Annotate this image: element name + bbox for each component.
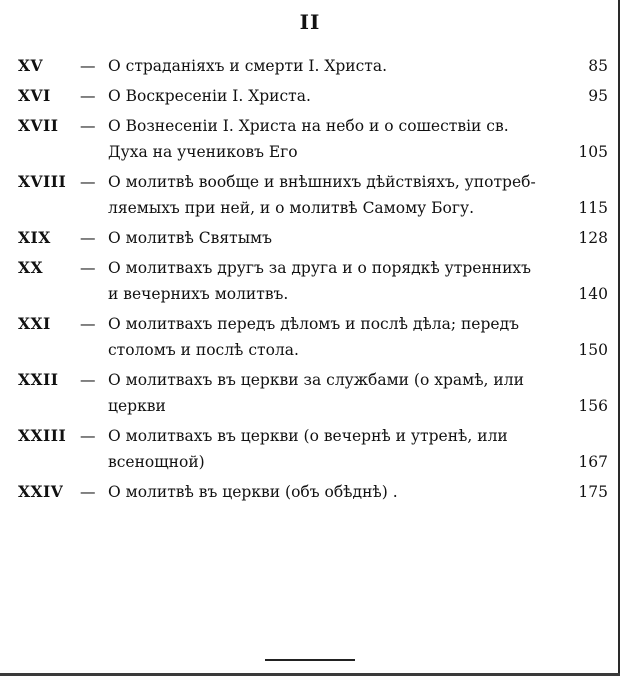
toc-entry [0, 169, 620, 221]
chapter-number: XXIV [18, 482, 64, 501]
toc-entry [0, 311, 620, 363]
page-reference: 150 [578, 341, 608, 359]
chapter-number: XVI [18, 86, 51, 105]
entry-dash: — [80, 229, 96, 247]
toc-line [0, 281, 620, 307]
toc-line [0, 53, 620, 79]
entry-dash: — [80, 259, 96, 277]
entry-dash: — [80, 173, 96, 191]
entry-dash: — [80, 315, 96, 333]
page-reference: 105 [578, 143, 608, 161]
chapter-title: О молитвахъ передъ дѣломъ и послѣ дѣла; передъ [108, 315, 519, 333]
toc-entry [0, 479, 620, 505]
toc-line [0, 367, 620, 393]
toc-entry [0, 225, 620, 251]
page-reference: 175 [578, 483, 608, 501]
chapter-title: О молитвѣ вообще и внѣшнихъ дѣйствіяхъ, употреб- [108, 173, 536, 191]
chapter-title: О молитвахъ въ церкви (о вечернѣ и утренѣ, или [108, 427, 508, 445]
table-of-contents [0, 53, 620, 509]
toc-line [0, 393, 620, 419]
toc-line [0, 255, 620, 281]
closing-rule [265, 659, 355, 661]
chapter-number: XX [18, 258, 44, 277]
toc-line [0, 139, 620, 165]
chapter-title: и вечернихъ молитвъ. [108, 285, 289, 303]
page-reference: 140 [578, 285, 608, 303]
entry-dash: — [80, 483, 96, 501]
toc-entry [0, 113, 620, 165]
entry-dash: — [80, 371, 96, 389]
page-reference: 85 [588, 57, 608, 75]
chapter-title: О молитвѣ Святымъ [108, 229, 272, 247]
chapter-number: XVIII [18, 172, 67, 191]
chapter-number: XVII [18, 116, 59, 135]
toc-entry [0, 423, 620, 475]
chapter-number: XXI [18, 314, 51, 333]
toc-entry [0, 83, 620, 109]
chapter-number: XXIII [18, 426, 67, 445]
chapter-title: столомъ и послѣ стола. [108, 341, 299, 359]
toc-entry [0, 255, 620, 307]
chapter-number: XXII [18, 370, 59, 389]
chapter-title: О Воскресеніи І. Христа. [108, 87, 311, 105]
toc-line [0, 83, 620, 109]
chapter-title: О молитвѣ въ церкви (объ обѣднѣ) . [108, 483, 398, 501]
toc-entry [0, 53, 620, 79]
entry-dash: — [80, 427, 96, 445]
page-reference: 167 [578, 453, 608, 471]
entry-dash: — [80, 117, 96, 135]
chapter-title: О Вознесеніи І. Христа на небо и о сошествіи св. [108, 117, 509, 135]
toc-line [0, 225, 620, 251]
toc-line [0, 479, 620, 505]
chapter-title: О страданіяхъ и смерти І. Христа. [108, 57, 388, 75]
entry-dash: — [80, 87, 96, 105]
page-reference: 95 [588, 87, 608, 105]
toc-line [0, 113, 620, 139]
toc-line [0, 449, 620, 475]
chapter-title: ляемыхъ при ней, и о молитвѣ Самому Богу. [108, 199, 475, 217]
chapter-number: XV [18, 56, 44, 75]
toc-line [0, 337, 620, 363]
toc-line [0, 423, 620, 449]
toc-line [0, 169, 620, 195]
page-reference: 156 [578, 397, 608, 415]
page-number: II [299, 10, 321, 34]
toc-entry [0, 367, 620, 419]
toc-line [0, 311, 620, 337]
chapter-number: XIX [18, 228, 51, 247]
chapter-title: Духа на учениковъ Его [108, 143, 298, 161]
page-reference: 115 [578, 199, 608, 217]
chapter-title: О молитвахъ въ церкви за службами (о храмѣ, или [108, 371, 524, 389]
chapter-title: церкви [108, 397, 166, 415]
chapter-title: всенощной) [108, 453, 205, 471]
page-reference: 128 [578, 229, 608, 247]
chapter-title: О молитвахъ другъ за друга и о порядкѣ утреннихъ [108, 259, 532, 277]
entry-dash: — [80, 57, 96, 75]
toc-line [0, 195, 620, 221]
